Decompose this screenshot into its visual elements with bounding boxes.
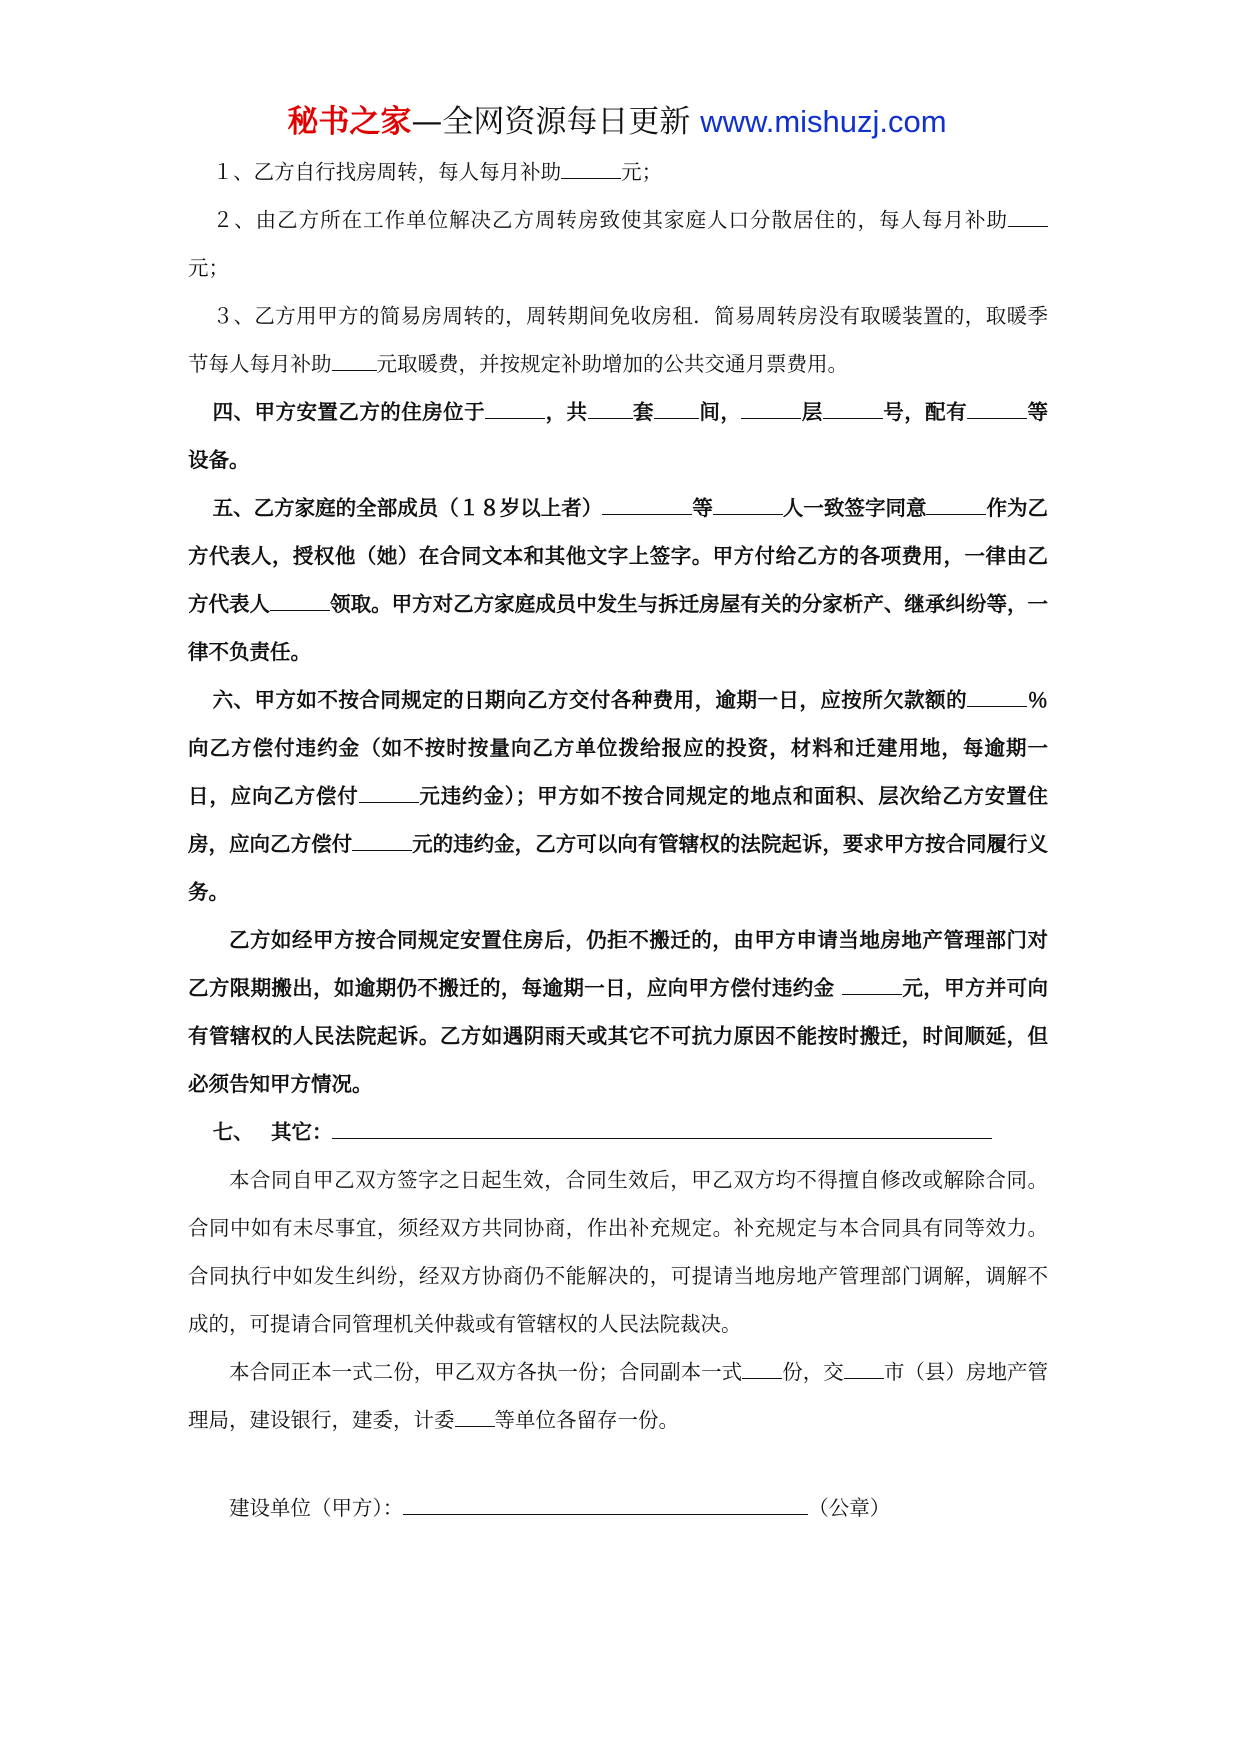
blank-field [844, 1355, 884, 1379]
header-brand: 秘书之家 [287, 104, 412, 140]
blank-field [1028, 203, 1048, 227]
blank-field [926, 491, 986, 515]
blank-field [561, 155, 621, 179]
blank-field [1008, 203, 1028, 227]
blank-field [352, 827, 412, 851]
contract-body [188, 148, 1048, 1532]
clause-4: 四、甲方安置乙方的住房位于 ，共 套 间， 层 号，配有 等设备。 [188, 388, 1048, 484]
blank-field [332, 347, 377, 371]
clause-5: 五、乙方家庭的全部成员（１８岁以上者） 等 人一致签字同意 作为乙方代表人，授权他（她）在合同文本和其他文字上签字。甲方付给乙方的各项费用，一律由乙方代表人 领取。甲方对乙方家庭成员中发生与拆迁房屋有关的分家析产、继承纠纷等，一律不负责任。 [188, 484, 1048, 676]
header-url: www.mishuzj.com [700, 104, 947, 139]
blank-field [997, 683, 1027, 707]
blank-field [359, 779, 419, 803]
blank-field [485, 395, 545, 419]
header-tagline: —全网资源每日更新 [411, 104, 701, 140]
signature-blank [403, 1491, 808, 1515]
site-header [0, 100, 1234, 144]
blank-field [967, 683, 997, 707]
clause-3-2: ２、由乙方所在工作单位解决乙方周转房致使其家庭人口分散居住的，每人每月补助元； [188, 196, 1048, 292]
blank-field [741, 395, 801, 419]
blank-field [602, 491, 692, 515]
clause-3-3: ３、乙方用甲方的简易房周转的，周转期间免收房租．简易周转房没有取暖装置的，取暖季节每人每月补助 元取暖费，并按规定补助增加的公共交通月票费用。 [188, 304, 1048, 376]
clause-7-other: 七、 其它： [188, 1108, 1048, 1156]
clause-copies: 本合同正本一式二份，甲乙双方各执一份；合同副本一式 份，交 市（县）房地产管理局，建设银行，建委，计委 等单位各留存一份。 [188, 1348, 1048, 1444]
blank-field [842, 971, 902, 995]
clause-6-relocation: 乙方如经甲方按合同规定安置住房后，仍拒不搬迁的，由甲方申请当地房地产管理部门对乙方限期搬出，如逾期仍不搬迁的，每逾期一日，应向甲方偿付违约金 元，甲方并可向有管辖权的人民法院起诉。乙方如遇阴雨天或其它不可抗力原因不能按时搬迁，时间顺延，但必须告知甲方情况。 [188, 928, 1049, 1096]
signature-line: 建设单位（甲方）： （公章） [188, 1484, 1048, 1532]
clause-6: 六、甲方如不按合同规定的日期向乙方交付各种费用，逾期一日，应按所欠款额的 ％向乙方偿付违约金（如不按时按量向乙方单位拨给报应的投资，材料和迁建用地，每逾期一日，应向乙方偿付 元违约金）；甲方如不按合同规定的地点和面积、层次给乙方安置住房，应向乙方偿付 元的违约金，乙方可以向有管辖权的法院起诉，要求甲方按合同履行义务。 [188, 676, 1048, 916]
blank-field [654, 395, 699, 419]
blank-field [455, 1403, 495, 1427]
clause-3-1: １、乙方自行找房周转，每人每月补助 元； [188, 148, 1048, 196]
clause-effect: 本合同自甲乙双方签字之日起生效，合同生效后，甲乙双方均不得擅自修改或解除合同。合同中如有未尽事宜，须经双方共同协商，作出补充规定。补充规定与本合同具有同等效力。合同执行中如发生纠纷，经双方协商仍不能解决的，可提请当地房地产管理部门调解，调解不成的，可提请合同管理机关仲裁或有管辖权的人民法院裁决。 [188, 1168, 1048, 1336]
blank-field [742, 1355, 782, 1379]
blank-field [332, 1115, 992, 1139]
blank-field [823, 395, 883, 419]
blank-field [270, 587, 330, 611]
blank-field [967, 395, 1027, 419]
blank-field [713, 491, 783, 515]
blank-field [588, 395, 633, 419]
